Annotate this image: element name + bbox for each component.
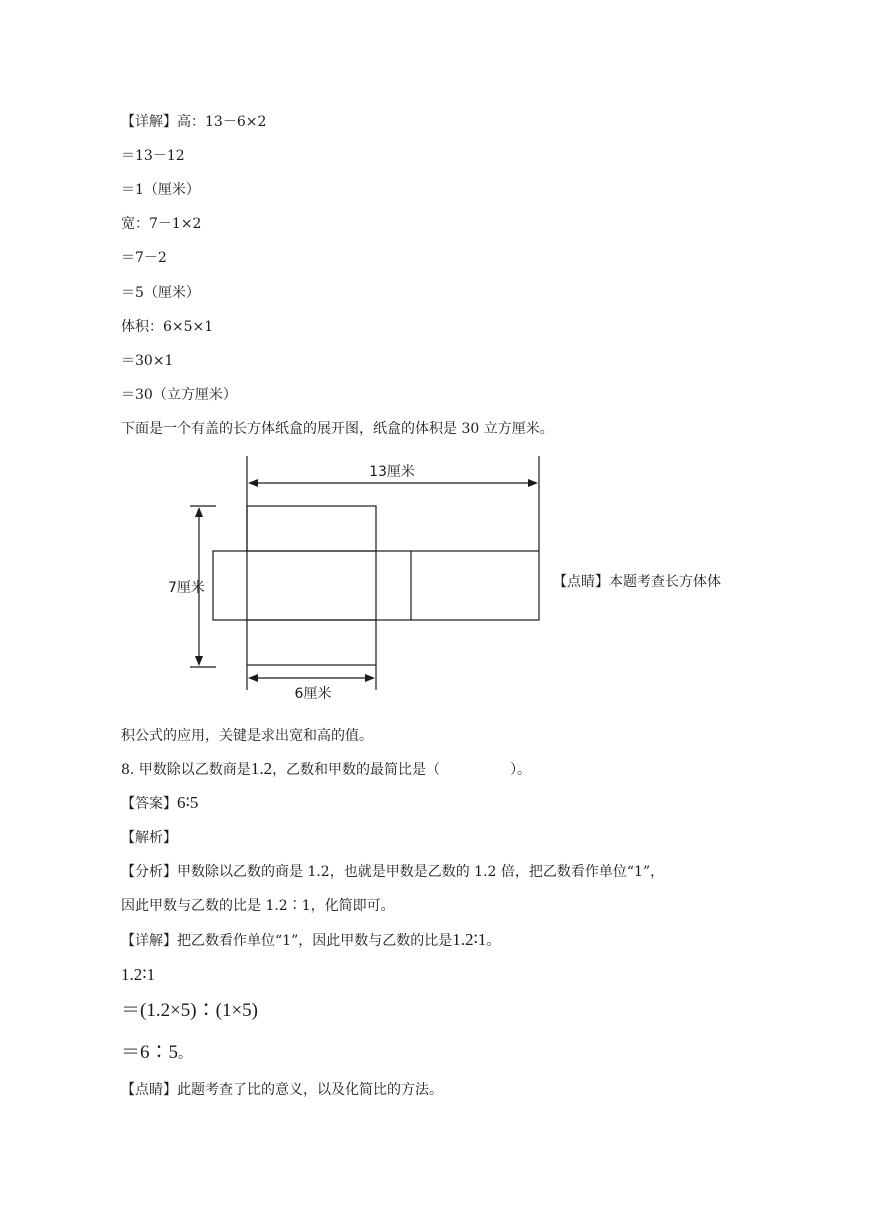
- detail-line-9: ＝30（立方厘米）: [121, 387, 237, 403]
- detail-line-3: ＝1（厘米）: [121, 182, 200, 198]
- net-top-face: [247, 506, 376, 551]
- detail-line-4: 宽：7－1×2: [121, 216, 202, 232]
- box-net-diagram: [168, 452, 560, 712]
- question-8-suffix: ）。: [510, 762, 532, 778]
- arrowhead-top-left: [248, 479, 258, 487]
- label-7cm: 7厘米: [168, 580, 205, 596]
- detail2-line: [121, 930, 500, 951]
- calc-line-3-value: ＝6∶5: [121, 1042, 179, 1063]
- arrowhead-top-right: [528, 479, 538, 487]
- note-point-part2: 积公式的应用，关键是求出宽和高的值。: [121, 728, 373, 744]
- question-8-prefix: 8. 甲数除以乙数商是: [121, 762, 251, 778]
- net-bottom-face: [247, 620, 376, 665]
- answer-line: [121, 793, 198, 814]
- label-13cm: 13厘米: [369, 464, 415, 480]
- calc-line-3-end: 。: [178, 1046, 193, 1062]
- detail-line-10: 下面是一个有盖的长方体纸盒的展开图，纸盒的体积是 30 立方厘米。: [121, 421, 554, 437]
- answer-label: 【答案】: [121, 796, 177, 812]
- detail-line-2: ＝13－12: [121, 148, 185, 164]
- question-8-value: 1.2: [250, 759, 273, 778]
- arrowhead-bottom-left: [248, 674, 258, 682]
- arrowhead-left-bottom: [195, 656, 203, 666]
- question-8-middle: ，乙数和甲数的最简比是（: [272, 762, 441, 778]
- analysis-line-2: 因此甲数与乙数的比是 1.2∶1，化简即可。: [121, 898, 395, 914]
- detail-line-8: ＝30×1: [121, 353, 174, 369]
- note-point-part1: 【点睛】本题考查长方体体: [553, 574, 721, 590]
- calc-line-3: [121, 1043, 192, 1064]
- analysis-line-1: 【分析】甲数除以乙数的商是 1.2，也就是甲数是乙数的 1.2 倍，把乙数看作单位“1”，: [121, 864, 665, 880]
- detail2-end: 。: [486, 933, 501, 949]
- calc-line-2: ＝(1.2×5)∶(1×5): [121, 1000, 258, 1021]
- summary-note: 【点睛】此题考查了比的意义，以及化简比的方法。: [121, 1082, 443, 1098]
- detail-line-5: ＝7－2: [121, 250, 167, 266]
- detail-line-7: 体积：6×5×1: [121, 319, 214, 335]
- detail-line-1: 【详解】高：13－6×2: [121, 114, 267, 130]
- label-6cm: 6厘米: [294, 686, 332, 702]
- arrowhead-bottom-right: [365, 674, 375, 682]
- detail2-text: 【详解】把乙数看作单位“1”，因此甲数与乙数的比是: [121, 933, 453, 949]
- analysis-title: 【解析】: [121, 830, 177, 846]
- detail2-ratio: 1.2∶1: [452, 930, 487, 949]
- calc-line-1: 1.2∶1: [121, 965, 156, 984]
- detail-line-6: ＝5（厘米）: [121, 285, 200, 301]
- question-8: [121, 759, 531, 780]
- arrowhead-left-top: [195, 507, 203, 517]
- answer-value: 6∶5: [177, 793, 199, 812]
